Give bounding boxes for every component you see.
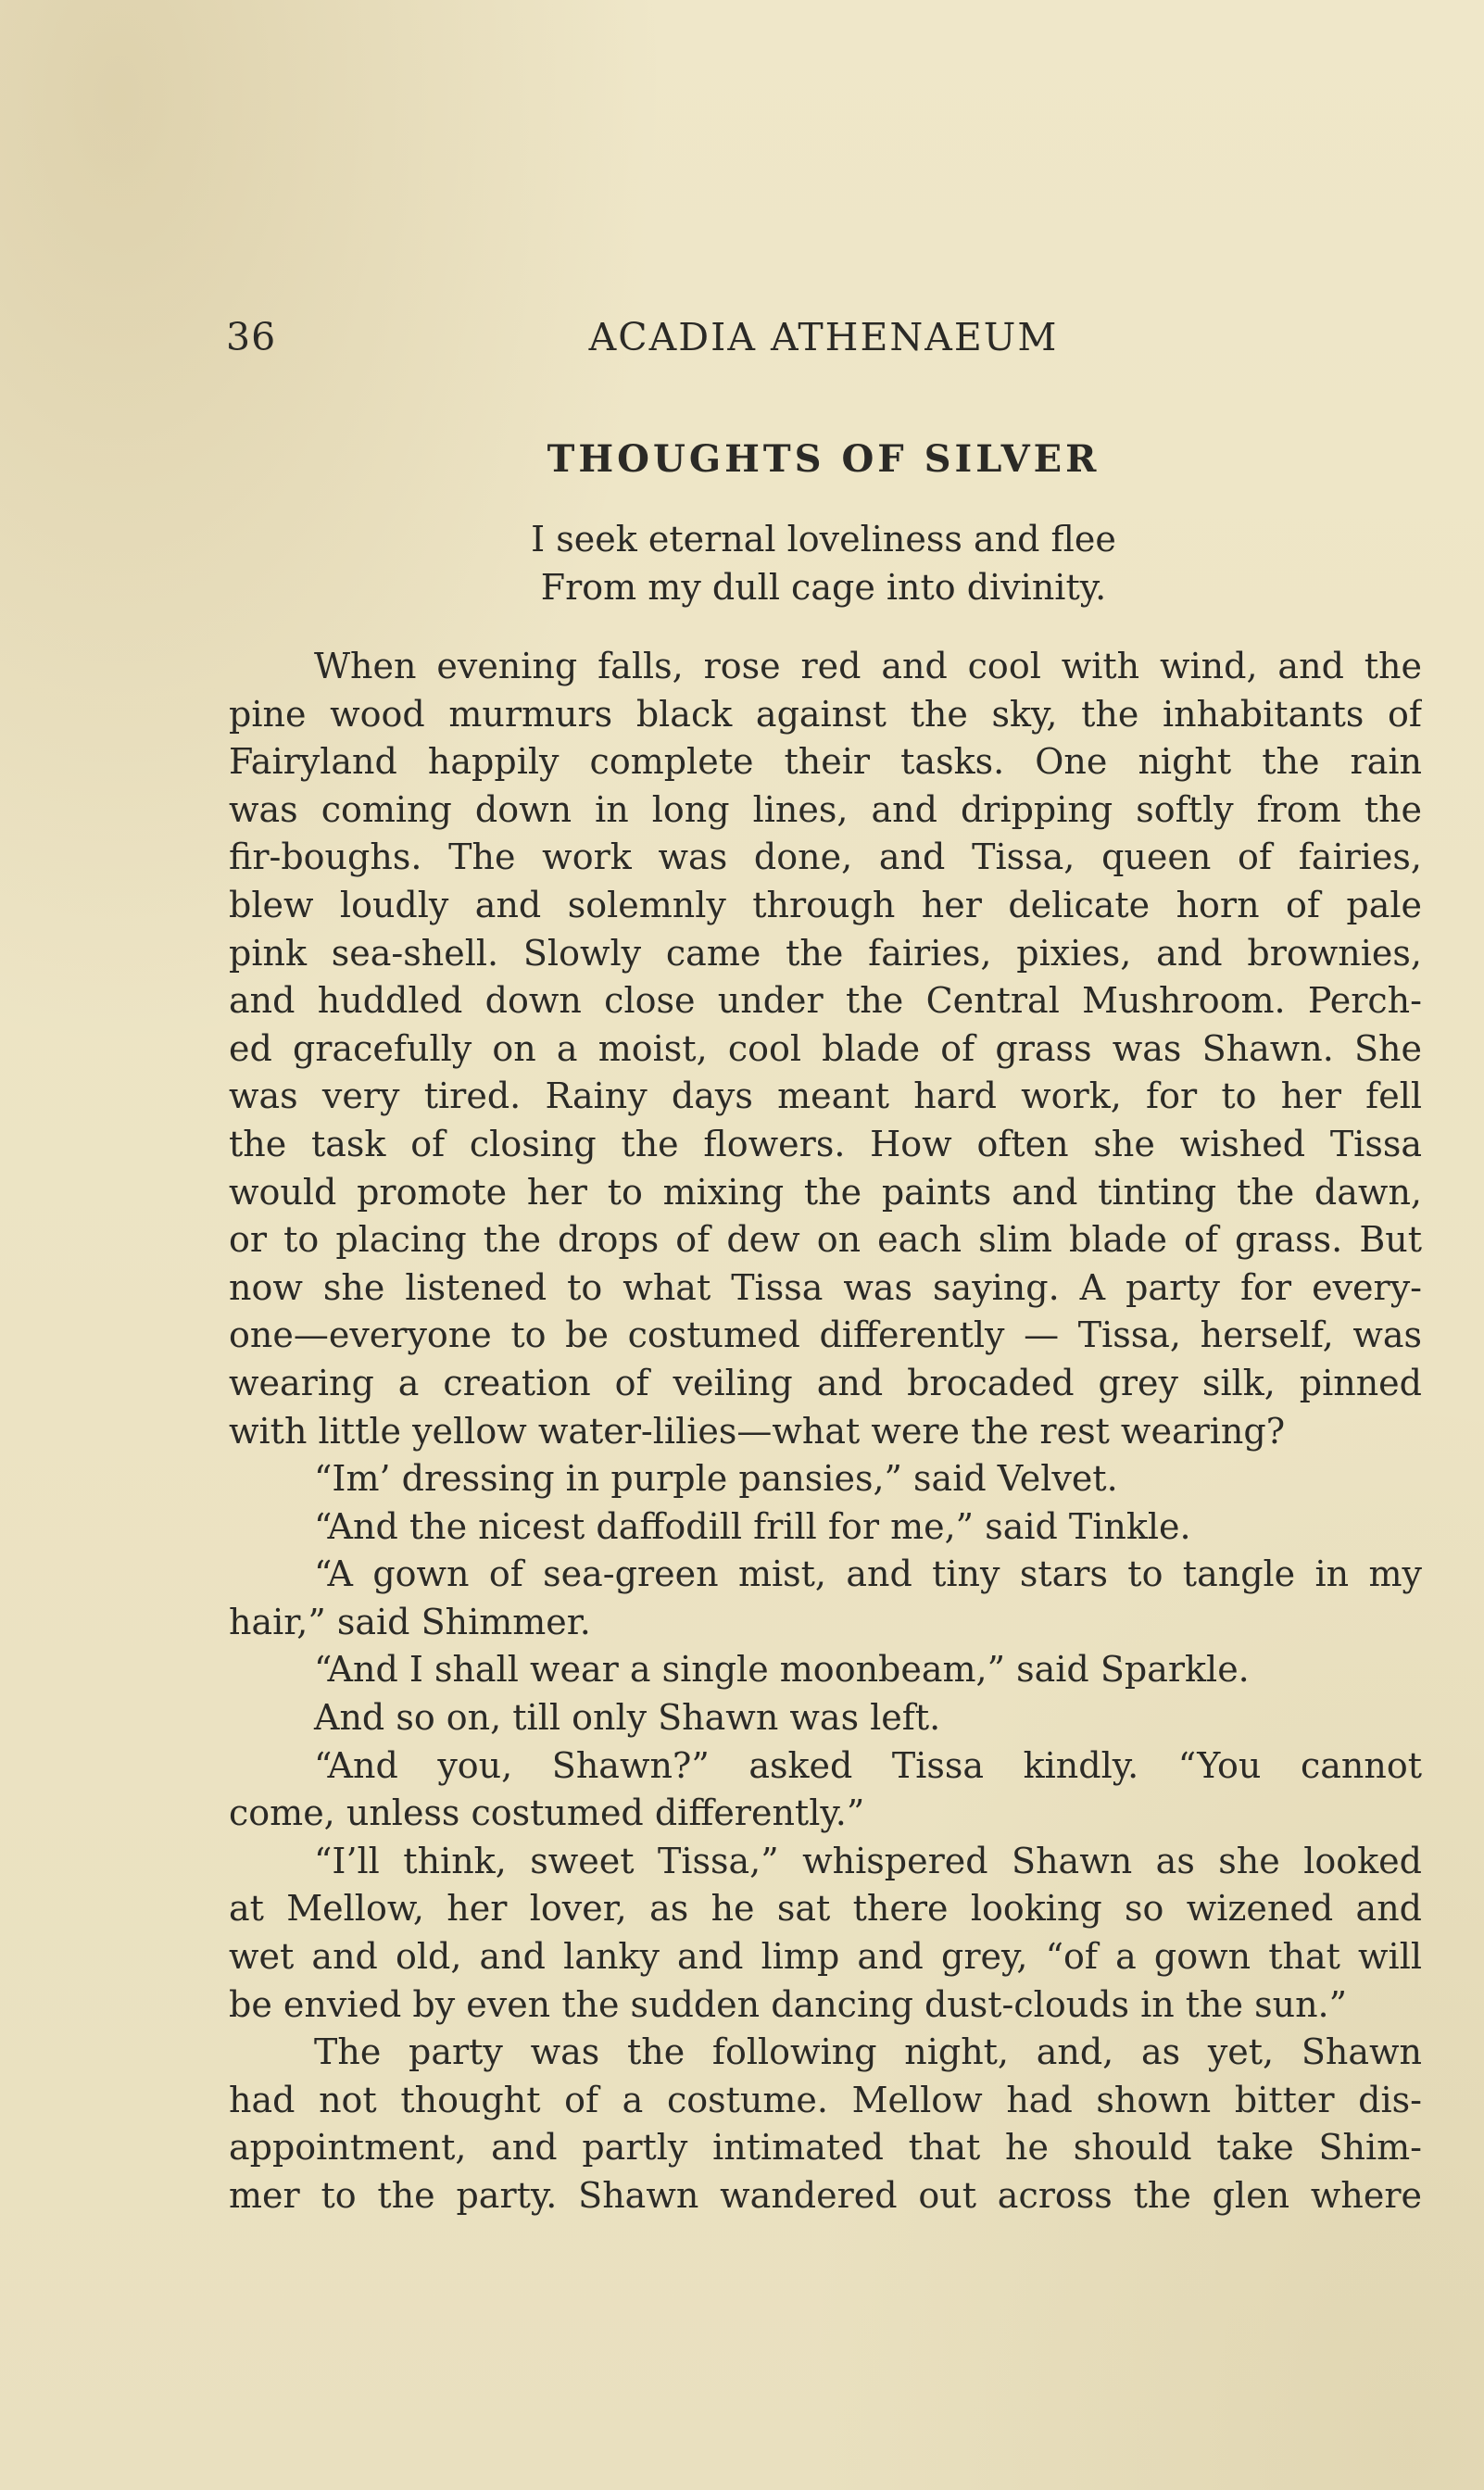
text-line: the task of closing the flowers. How often she wished Tissa [229,1123,1422,1164]
text-line: or to placing the drops of dew on each slim blade of grass. But [229,1219,1422,1261]
text-line: one—everyone to be costumed differently — Tissa, herself, was [229,1314,1422,1356]
text-line: wet and old, and lanky and limp and grey, “of a gown that will [229,1936,1422,1978]
text-line: hair,” said Shimmer. [229,1601,591,1642]
article-title: THOUGHTS OF SILVER [547,437,1100,481]
text-line: would promote her to mixing the paints and tinting the dawn, [229,1171,1422,1213]
text-line: pine wood murmurs black against the sky, the inhabitants of [229,693,1422,735]
running-header [226,315,1421,371]
text-line: be envied by even the sudden dancing dust-clouds in the sun.” [229,1983,1348,2025]
text-line: with little yellow water-lilies—what were the rest wearing? [229,1410,1286,1452]
text-line: “And you, Shawn?” asked Tissa kindly. “You cannot [314,1744,1422,1786]
text-line: pink sea-shell. Slowly came the fairies, pixies, and brownies, [229,932,1422,974]
epigraph-line: From my dull cage into divinity. [540,567,1107,608]
page-number: 36 [226,315,277,359]
body-text [229,643,1422,2220]
text-line: had not thought of a costume. Mellow had shown bitter dis- [229,2079,1422,2120]
text-line: wearing a creation of veiling and brocaded grey silk, pinned [229,1362,1422,1403]
text-line: now she listened to what Tissa was saying. A party for every- [229,1266,1422,1308]
text-line: “I’ll think, sweet Tissa,” whispered Shawn as she looked [314,1840,1422,1881]
text-line: ed gracefully on a moist, cool blade of grass was Shawn. She [229,1027,1422,1069]
text-line: Fairyland happily complete their tasks. One night the rain [229,741,1422,783]
text-line: blew loudly and solemnly through her delicate horn of pale [229,884,1422,925]
text-line: “A gown of sea-green mist, and tiny stars to tangle in my [314,1553,1422,1595]
text-line: “Im’ dressing in purple pansies,” said Velvet. [314,1458,1118,1500]
epigraph [226,515,1421,611]
text-line: was very tired. Rainy days meant hard work, for to her fell [229,1075,1422,1117]
text-line: come, unless costumed differently.” [229,1792,865,1834]
epigraph-line: I seek eternal loveliness and flee [531,519,1116,560]
text-line: appointment, and partly intimated that he should take Shim- [229,2127,1422,2169]
text-line: And so on, till only Shawn was left. [314,1697,941,1739]
text-line: When evening falls, rose red and cool with wind, and the [314,646,1422,686]
text-line: fir-boughs. The work was done, and Tissa, queen of fairies, [229,836,1422,878]
text-line: “And I shall wear a single moonbeam,” said Sparkle. [314,1649,1250,1691]
text-line: and huddled down close under the Central Mushroom. Perch- [229,980,1422,1022]
text-line: mer to the party. Shawn wandered out across the glen where [229,2175,1422,2216]
running-title: ACADIA ATHENAEUM [588,315,1059,359]
text-line: at Mellow, her lover, as he sat there looking so wizened and [229,1888,1422,1930]
text-line: “And the nicest daffodill frill for me,” said Tinkle. [314,1505,1191,1547]
text-line: was coming down in long lines, and dripping softly from the [229,788,1422,830]
text-line: The party was the following night, and, as yet, Shawn [314,2031,1422,2073]
